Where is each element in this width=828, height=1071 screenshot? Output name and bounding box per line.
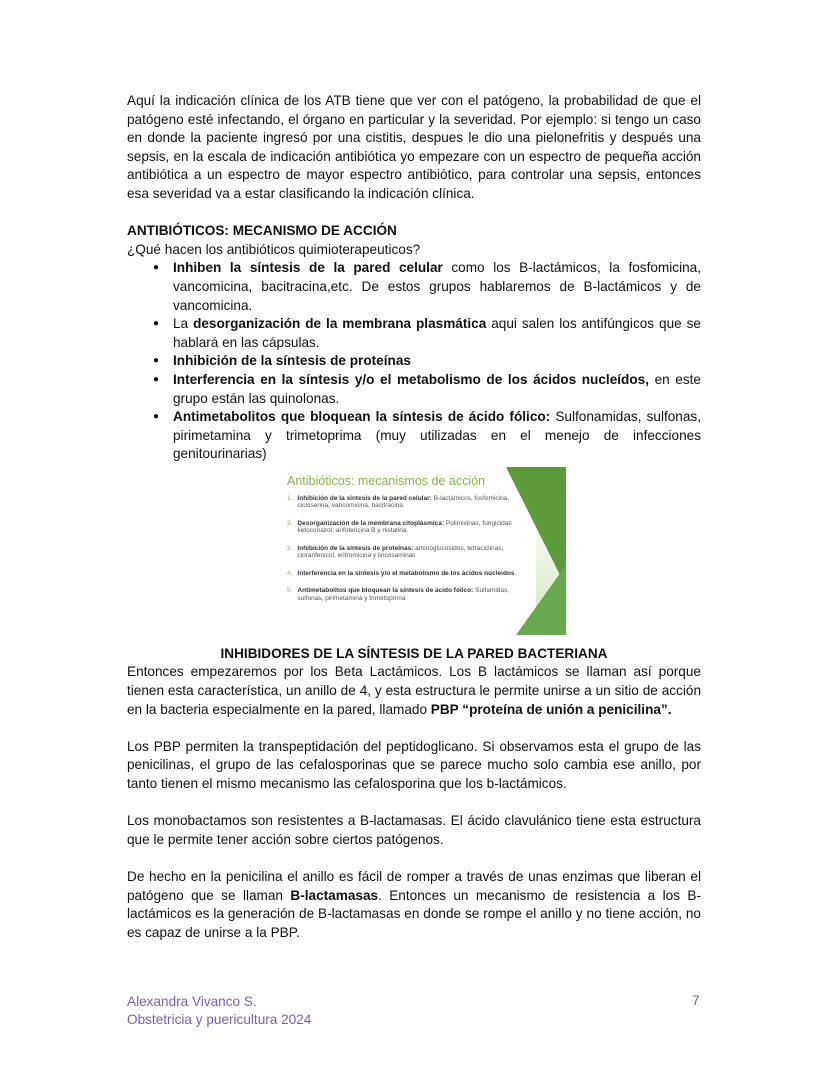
slide-title: Antibióticos: mecanismos de acción	[287, 473, 486, 488]
section-question: ¿Qué hacen los antibióticos quimioterapeuticos?	[127, 241, 421, 257]
section-heading-mechanism: ANTIBIÓTICOS: MECANISMO DE ACCIÓN	[127, 223, 397, 239]
slide-item: 3. Inhibición de la síntesis de proteínas: aminoglucosidos, tetraciclinas, cloranfenicol, eritromicina y lincosaminas	[287, 544, 504, 560]
slide-item: 2. Desorganización de la membrana citoplásmica: Polimixinas, fungicidas ketoconazol, anfotericina B y nistatina.	[287, 519, 512, 535]
section-heading-wall: INHIBIDORES DE LA SÍNTESIS DE LA PARED BACTERIANA	[220, 645, 608, 661]
document-body	[127, 92, 701, 942]
mechanism-list	[153, 259, 701, 464]
paragraph-pbp: Los PBP permiten la transpeptidación del peptidoglicano. Si observamos esta el grupo de las penicilinas, el grupo de las cefalosporinas que se parece mucho solo cambia ese anillo, por tanto tienen el mismo mecanismo las cefalosporina que los b-lactámicos.	[127, 738, 701, 792]
footer-course: Obstetricia y puericultura 2024	[127, 1012, 312, 1027]
list-item: ● Interferencia en la síntesis y/o el metabolismo de los ácidos nucleídos, en este grupo están las quinolonas.	[153, 371, 701, 408]
footer	[127, 993, 311, 1029]
slide-item: 4. Interferencia en la síntesis y/o el metabolismo de los ácidos nucleidos	[287, 569, 515, 577]
paragraph-beta-lactamases: De hecho en la penicilina el anillo es fácil de romper a través de unas enzimas que liberan el patógeno que se llaman B-lactamasas. Entonces un mecanismo de resistencia a los B-lactámicos es la generación de B-lactamasas en donde se rompe el anillo y no tiene acción, no es capaz de unirse a la PBP.	[127, 869, 702, 940]
footer-author: Alexandra Vivanco S.	[127, 994, 257, 1009]
slide-item: 1. Inhibición de la síntesis de la pared celular: B-lactámicos, fosfomicina, cicloserina, vancomicina, bacitracina.	[287, 494, 510, 510]
intro-paragraph: Aquí la indicación clínica de los ATB tiene que ver con el patógeno, la probabilidad de que el patógeno esté infectando, el órgano en particular y la severidad. Por ejemplo: si tengo un caso en donde la paciente ingresó por una cistitis, despues le dio una pielonefritis y después una sepsis, en la escala de indicación antibiótica yo empezare con un espectro de pequeña acción antibiótica a un espectro de mayor espectro antibiótico, para controlar una sepsis, entonces esa severidad va a estar clasificando la indicación clínica.	[127, 93, 701, 201]
list-item: ● La desorganización de la membrana plasmática aqui salen los antifúngicos que se hablará en las cápsulas.	[153, 315, 701, 352]
slide-item: 5. Antimetabolitos que bloquean la síntesis de ácido fólico: Sulfamidas, sulfonas, pirimetamina y trimetoprima	[287, 587, 510, 602]
slide-image	[281, 467, 566, 635]
list-item: ● Inhibición de la síntesis de proteínas	[153, 352, 701, 371]
paragraph-beta-lactams: Entonces empezaremos por los Beta Lactámicos. Los B lactámicos se llaman así porque tienen esta característica, un anillo de 4, y esta estructura le permite unirse a un sitio de acción en la bacteria especialmente en la pared, llamado PBP “proteína de unión a penicilina”.	[127, 664, 701, 717]
page-number: 7	[692, 993, 700, 1008]
list-item: ● Antimetabolitos que bloquean la síntesis de ácido fólico: Sulfonamidas, sulfonas, pirimetamina y trimetoprima (muy utilizadas en el menejo de infecciones genitourinarias)	[153, 408, 701, 464]
paragraph-monobactams: Los monobactamos son resistentes a B-lactamasas. El ácido clavulánico tiene esta estructura que le permite tener acción sobre ciertos patógenos.	[127, 813, 701, 847]
list-item: ● Inhiben la síntesis de la pared celular como los B-lactámicos, la fosfomicina, vancomicina, bacitracina,etc. De estos grupos hablaremos de B-lactámicos y de vancomicina.	[153, 259, 701, 315]
